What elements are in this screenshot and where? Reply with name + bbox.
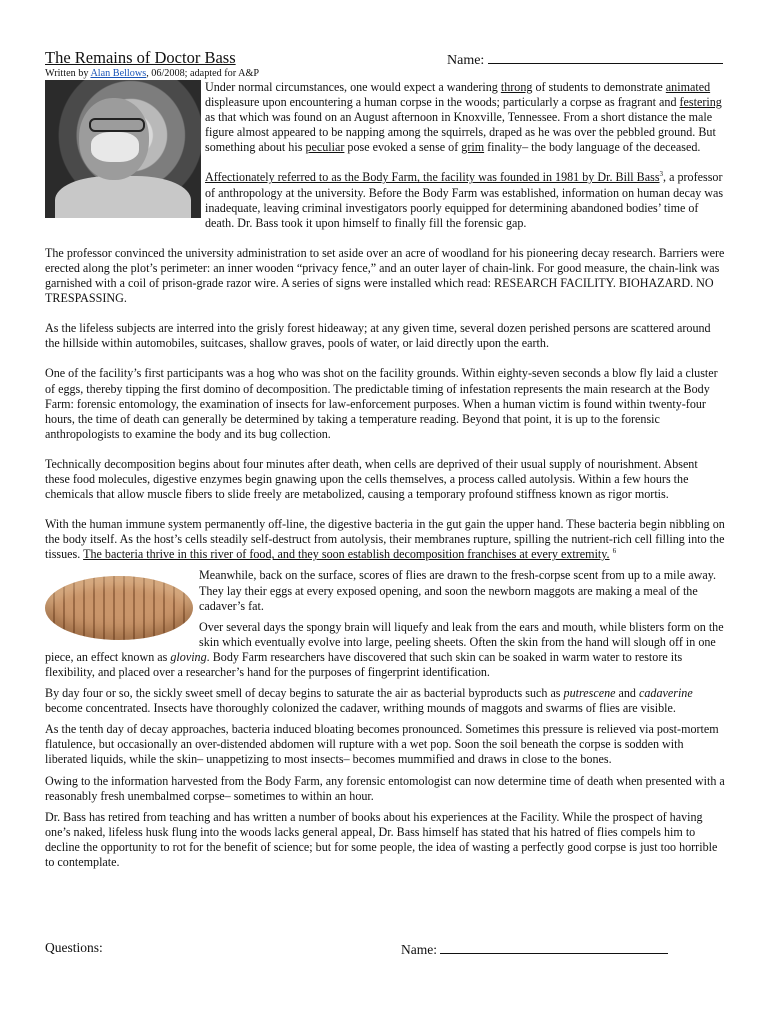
maggot-photo — [45, 576, 193, 640]
paragraph-3: The professor convinced the university administration to set aside over an acre of woodland for his pioneering decay research. Barriers were erected along the plot’s perimeter: an inner wooden “privacy fence,” and an outer layer of chain-link. For good measure, the chain-link was garnished with a coil of prison-grade razor wire. A series of signs were installed which read: RESEARCH FACILITY. BIOHAZARD. NO TRESPASSING. — [45, 245, 725, 306]
name-label-bottom: Name: — [401, 942, 437, 957]
photo-glasses-shape — [89, 118, 145, 132]
paragraph-9: Over several days the spongy brain will liquefy and leak from the ears and mouth, while blisters form on the skin which eventually evolve into large, peeling sheets. Often the skin from the hand will slough off in one piece, an effect known as gloving. Body Farm researchers have discovered that such skin can be soaked in warm water to restore its flexibility, and placed over a researcher’s hand for the purposes of fingerprint identification. — [45, 619, 724, 679]
byline-suffix: , 06/2008; adapted for A&P — [146, 68, 260, 79]
paragraph-4: As the lifeless subjects are interred into the grisly forest hideaway; at any given time, several dozen perished persons are scattered around the hillside within automobiles, suitcases, shallow graves, pools of water, or laid directly upon the earth. — [45, 321, 711, 351]
paragraph-2: Affectionately referred to as the Body Farm, the facility was founded in 1981 by Dr. Bill Bass$^3$, a professor of anthropology at the university. Before the Body Farm was established, information on human decay was inadequate, leaving criminal investigators poorly equipped for determining abandoned bodies’ time of death. Dr. Bass took it upon himself to finally fill the forensic gap. — [205, 170, 724, 230]
photo-coat-shape — [55, 176, 191, 218]
name-blank-line-bottom[interactable] — [440, 940, 668, 954]
header-row — [45, 48, 725, 68]
paragraph-7: With the human immune system permanently off-line, the digestive bacteria in the gut gain the upper hand. These bacteria begin nibbling on the body itself. As the host’s cells steadily self-destruct from autolysis, their membranes rupture, spilling the nutrient-rich cell filling into the tissues. The bacteria thrive in this river of food, and they soon establish decomposition franchises at every extremity. $^6$ — [45, 517, 725, 562]
paragraph-6: Technically decomposition begins about four minutes after death, when cells are deprived of their usual supply of nourishment. Absent these food molecules, digestive enzymes begin gnawing upon the cells themselves, a process called autolysis. Within a few hours the chemicals that allow muscle fibers to slide freely are metabolized, causing a temporary profound stiffness known as rigor mortis. — [45, 456, 698, 502]
questions-label: Questions: — [45, 940, 103, 955]
paragraph-10: By day four or so, the sickly sweet smell of decay begins to saturate the air as bacterial byproducts such as putrescene and cadaverine become concentrated. Insects have thoroughly colonized the cadaver, writhing mounds of maggots and swarms of flies are visible. — [45, 686, 693, 716]
paragraph-1: Under normal circumstances, one would expect a wandering throng of students to demonstrate animated displeasure upon encountering a human corpse in the woods; particularly a corpse as fragrant and festering as that which was found on an August afternoon in Knoxville, Tennessee. From a short distance the male figure almost appeared to be napping among the squirrels, draped as he was over the pebbled ground. But something about his peculiar pose evoked a sense of grim finality– the body language of the deceased. — [205, 80, 722, 155]
paragraph-11: As the tenth day of decay approaches, bacteria induced bloating becomes pronounced. Sometimes this pressure is relieved via post-mortem flatulence, but occasionally an over-distended abdomen will rupture with a wet pop. Soon the soil beneath the corpse is sodden with liberated liquids, while the skin– unappetizing to most insects– becomes mummified and draws in close to the bones. — [45, 722, 719, 767]
questions-row — [45, 940, 725, 960]
name-field-top[interactable] — [447, 50, 723, 70]
photo-mask-shape — [91, 132, 139, 162]
worksheet-page — [45, 48, 725, 870]
portrait-photo — [45, 80, 201, 218]
author-link[interactable]: Alan Bellows — [90, 68, 147, 79]
paragraph-13: Dr. Bass has retired from teaching and has written a number of books about his experiences at the Facility. While the prospect of having one’s naked, lifeless husk flung into the woods lacks general appeal, Dr. Bass himself has stated that his hatred of flies compels him to decline the opportunity to rot for the benefit of science; but for some people, the idea of wasting a perfectly good corpse is just too horrible to contemplate. — [45, 809, 718, 870]
page-title: The Remains of Doctor Bass — [45, 48, 236, 67]
name-label: Name: — [447, 53, 485, 68]
byline-prefix: Written by — [45, 68, 91, 79]
paragraph-8: Meanwhile, back on the surface, scores of flies are drawn to the fresh-corpse scent from up to a mile away. They lay their eggs at every exposed opening, and soon the newborn maggots are making a meal of the cadaver’s fat. — [199, 568, 717, 613]
name-field-bottom[interactable] — [401, 940, 668, 957]
paragraph-12: Owing to the information harvested from the Body Farm, any forensic entomologist can now determine time of death when presented with a reasonably fresh unembalmed corpse– sometimes to within an hour. — [45, 773, 725, 803]
paragraph-5: One of the facility’s first participants was a hog who was shot on the facility grounds. Within eighty-seven seconds a blow fly laid a cluster of eggs, thereby tipping the first domino of decomposition. The predictable timing of infestation represents the main research at the Body Farm: forensic entomology, the examination of insects for law-enforcement purposes. When a human victim is found within twenty-four hours, the time of death can generally be determined by taking a temperature reading. Beyond that point, it is up to the forensic anthropologists to examine the body and its bug collection. — [45, 366, 718, 441]
name-blank-line[interactable] — [488, 50, 723, 64]
